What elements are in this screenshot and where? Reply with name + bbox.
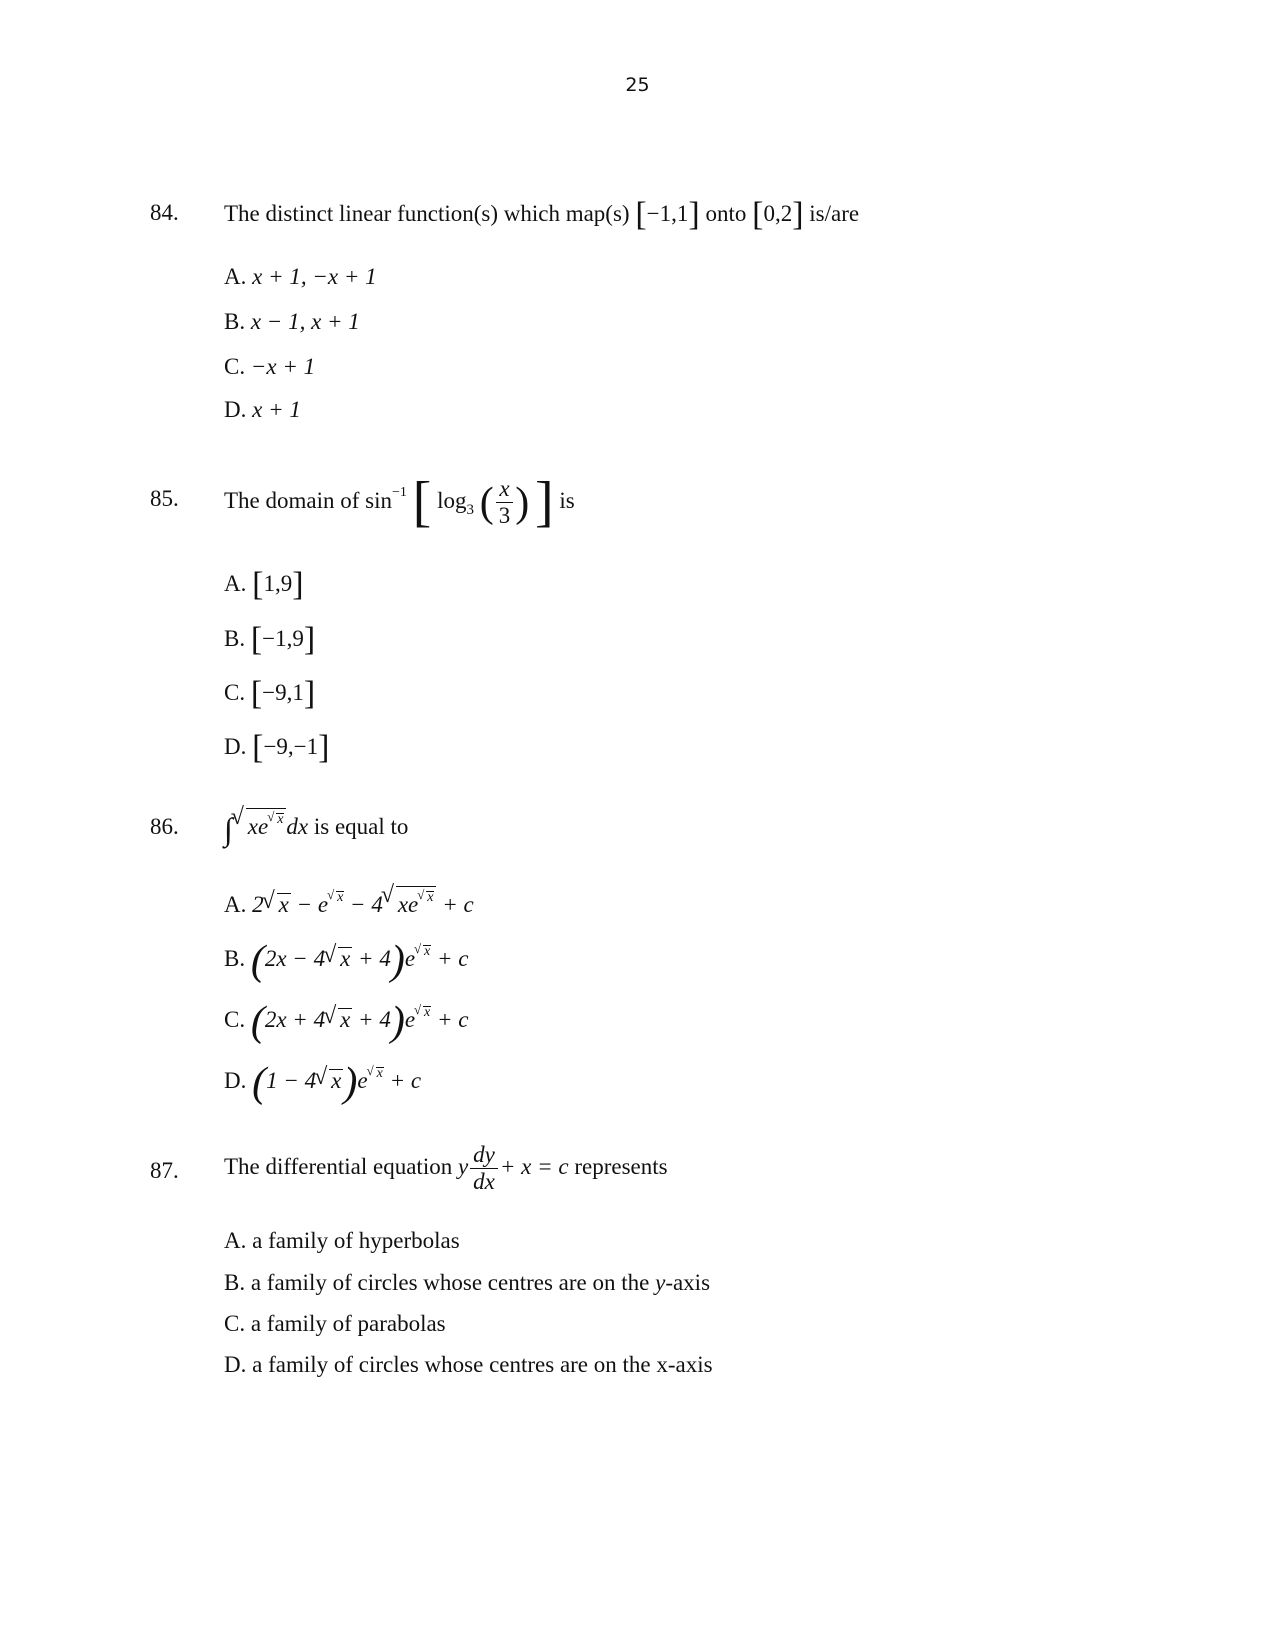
option-c [224, 998, 469, 1046]
option-label: C. [224, 680, 246, 705]
option-text: a family of circles whose centres are on the x-axis [252, 1352, 713, 1377]
right-bracket: ] [318, 729, 330, 766]
option-expr: −9,1 [262, 680, 304, 705]
left-bracket: [ [752, 196, 764, 233]
option-expr: x − 1, x + 1 [250, 309, 360, 334]
question-text [224, 808, 408, 848]
option-text: a family of hyperbolas [252, 1228, 460, 1253]
option-label: D. [224, 1352, 247, 1377]
right-bracket: ] [303, 675, 316, 712]
question-text-suffix: is/are [809, 201, 860, 226]
option-expr: −1,9 [262, 626, 304, 651]
option-label: A. [224, 264, 247, 289]
option-d [224, 1352, 713, 1378]
right-bracket: ] [688, 196, 700, 233]
right-bracket: ] [303, 621, 316, 658]
option-a [224, 886, 474, 918]
interval-1: −1,1 [646, 201, 689, 226]
option-expr: −x + 1 [250, 354, 316, 379]
option-expr: x + 1 [252, 397, 301, 422]
option-expr: 2√ x − e√ $^x$ − 4√ xe√ $^x$ + c [252, 892, 474, 917]
fraction [496, 476, 514, 529]
option-label: A. [224, 1228, 247, 1253]
option-text: a family of circles whose centres are on the y-axis [250, 1270, 711, 1295]
option-c [224, 1311, 446, 1337]
option-b [224, 1270, 710, 1296]
question-number: 87. [150, 1158, 179, 1183]
option-expr: x + 1, −x + 1 [252, 264, 377, 289]
log-name: log [437, 488, 467, 513]
interval-2: 0,2 [763, 201, 793, 226]
question-number: 85. [150, 486, 179, 511]
option-expr: (1 − 4√ x)e√ $^x$ + c [252, 1068, 421, 1093]
option-a [224, 566, 304, 604]
option-d [224, 1059, 421, 1107]
option-b [224, 621, 315, 659]
option-expr: (2x − 4√ x + 4)e√ $^x$ + c [251, 946, 469, 971]
option-label: B. [224, 626, 246, 651]
right-bracket: ] [534, 471, 554, 533]
option-expr: (2x + 4√ x + 4)e√ $^x$ + c [251, 1007, 469, 1032]
question-text-prefix: The differential equation [224, 1153, 453, 1179]
right-bracket: ] [292, 566, 304, 603]
integral-sign: ∫ [224, 811, 233, 847]
fraction-denominator: 3 [498, 503, 511, 529]
differential-expression: y $\frac{dy}{dx}$ + x = c [457, 1142, 569, 1194]
option-label: B. [224, 309, 246, 334]
option-c [224, 675, 315, 713]
question-text-prefix: The domain of [224, 488, 360, 513]
option-label: D. [224, 734, 247, 759]
left-bracket: [ [412, 471, 432, 533]
question-text [224, 1142, 668, 1195]
question-text [224, 470, 575, 534]
right-bracket: ] [792, 196, 804, 233]
option-label: B. [224, 1270, 246, 1295]
option-d [224, 397, 301, 423]
option-label: D. [224, 1068, 247, 1093]
question-text-mid: onto [705, 201, 747, 226]
differential: dx [286, 814, 309, 839]
option-c [224, 354, 315, 380]
question-text-suffix: is [559, 488, 575, 513]
function-superscript: −1 [392, 485, 407, 500]
question-number: 86. [150, 814, 179, 839]
function-name: sin [365, 488, 392, 513]
option-label: C. [224, 1311, 246, 1336]
option-label: B. [224, 946, 246, 971]
log-base: 3 [466, 502, 474, 518]
sqrt-expression: √ xe√ $^x$ [233, 808, 287, 840]
left-bracket: [ [250, 621, 263, 658]
left-bracket: [ [250, 675, 263, 712]
left-bracket: [ [635, 196, 647, 233]
option-label: A. [224, 892, 247, 917]
question-text [224, 196, 859, 234]
question-number: 84. [150, 200, 179, 225]
option-label: A. [224, 571, 247, 596]
option-b [224, 937, 469, 985]
option-expr: −9,−1 [263, 734, 319, 759]
option-a [224, 264, 377, 290]
left-paren: ( [479, 480, 494, 526]
option-d [224, 729, 329, 767]
right-paren: ) [515, 480, 530, 526]
option-b [224, 309, 360, 335]
question-text-suffix: represents [574, 1153, 668, 1179]
option-a [224, 1228, 460, 1254]
option-label: C. [224, 1007, 246, 1032]
option-expr: 1,9 [263, 571, 293, 596]
option-text: a family of parabolas [250, 1311, 446, 1336]
page-number: 25 [625, 74, 650, 96]
fraction-numerator: x [496, 476, 514, 503]
option-label: D. [224, 397, 247, 422]
question-text-suffix: is equal to [313, 814, 409, 839]
option-label: C. [224, 354, 246, 379]
left-bracket: [ [252, 729, 264, 766]
left-bracket: [ [252, 566, 264, 603]
question-text-prefix: The distinct linear function(s) which map(s) [224, 201, 630, 226]
